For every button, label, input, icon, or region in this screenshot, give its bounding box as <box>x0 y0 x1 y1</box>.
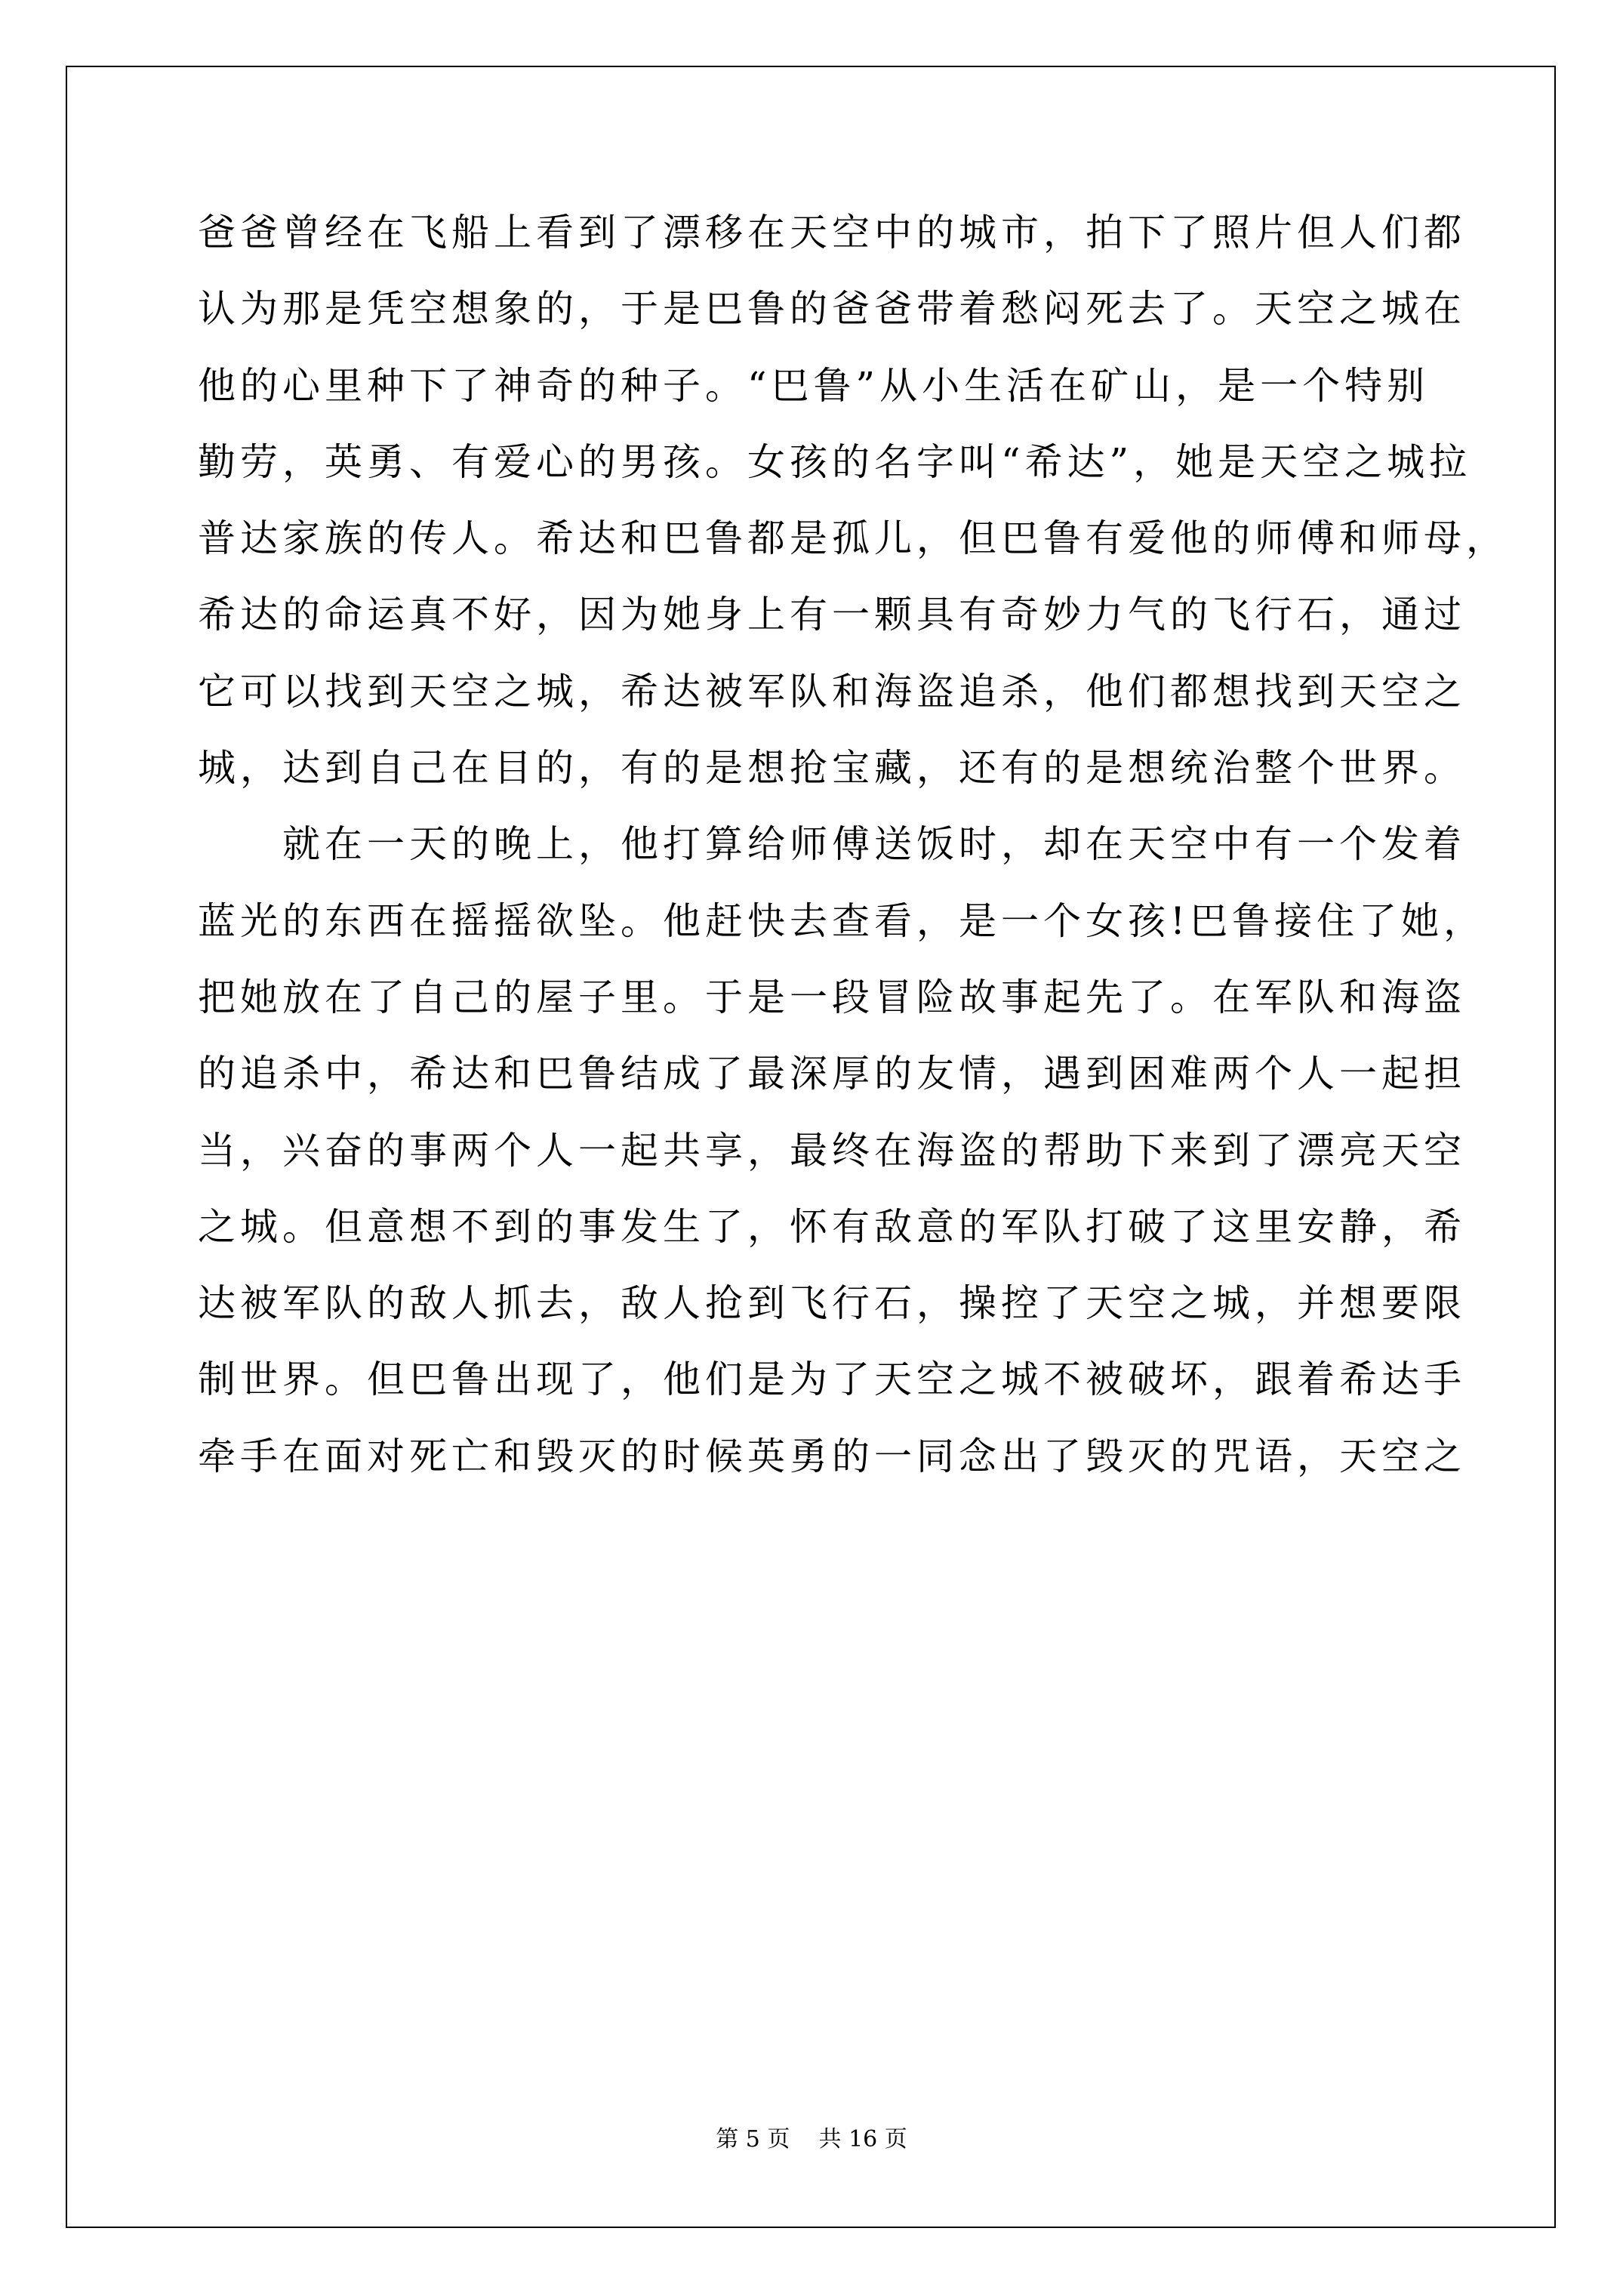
text-line: 他的心里种下了神奇的种子。“巴鲁”从小生活在矿山，是一个特别 <box>198 363 1430 408</box>
text-line: 达被军队的敌人抓去，敌人抢到飞行石，操控了天空之城，并想要限 <box>198 1281 1466 1326</box>
text-line: 之城。但意想不到的事发生了，怀有敌意的军队打破了这里安静，希 <box>198 1204 1466 1249</box>
text-line: 当，兴奋的事两个人一起共享，最终在海盗的帮助下来到了漂亮天空 <box>198 1128 1466 1173</box>
text-line: 勤劳，英勇、有爱心的男孩。女孩的名字叫“希达”，她是天空之城拉 <box>198 439 1472 484</box>
text-line: 普达家族的传人。希达和巴鲁都是孤儿，但巴鲁有爱他的师傅和师母， <box>198 516 1508 561</box>
text-line: 蓝光的东西在摇摇欲坠。他赶快去查看，是一个女孩!巴鲁接住了她， <box>198 898 1486 943</box>
text-line: 城，达到自己在目的，有的是想抢宝藏，还有的是想统治整个世界。 <box>198 746 1466 791</box>
document-body <box>198 195 1508 1495</box>
text-line: 制世界。但巴鲁出现了，他们是为了天空之城不被破坏，跟着希达手 <box>198 1358 1466 1402</box>
paragraph-start-line: 就在一天的晚上，他打算给师傅送饭时，却在天空中有一个发着 <box>282 822 1466 867</box>
text-line: 认为那是凭空想象的，于是巴鲁的爸爸带着愁闷死去了。天空之城在 <box>198 287 1466 331</box>
text-line: 希达的命运真不好，因为她身上有一颗具有奇妙力气的飞行石，通过 <box>198 593 1466 637</box>
page-total: 共 16 页 <box>818 2126 907 2153</box>
text-line: 把她放在了自己的屋子里。于是一段冒险故事起先了。在军队和海盗 <box>198 975 1466 1019</box>
text-line: 爸爸曾经在飞船上看到了漂移在天空中的城市，拍下了照片但人们都 <box>198 211 1466 254</box>
page-footer <box>0 2120 1623 2153</box>
text-line: 牵手在面对死亡和毁灭的时候英勇的一同念出了毁灭的咒语，天空之 <box>198 1434 1466 1478</box>
text-line: 的追杀中，希达和巴鲁结成了最深厚的友情，遇到困难两个人一起担 <box>198 1052 1466 1096</box>
page-number: 第 5 页 <box>716 2126 790 2153</box>
text-line: 它可以找到天空之城，希达被军队和海盗追杀，他们都想找到天空之 <box>198 669 1466 713</box>
